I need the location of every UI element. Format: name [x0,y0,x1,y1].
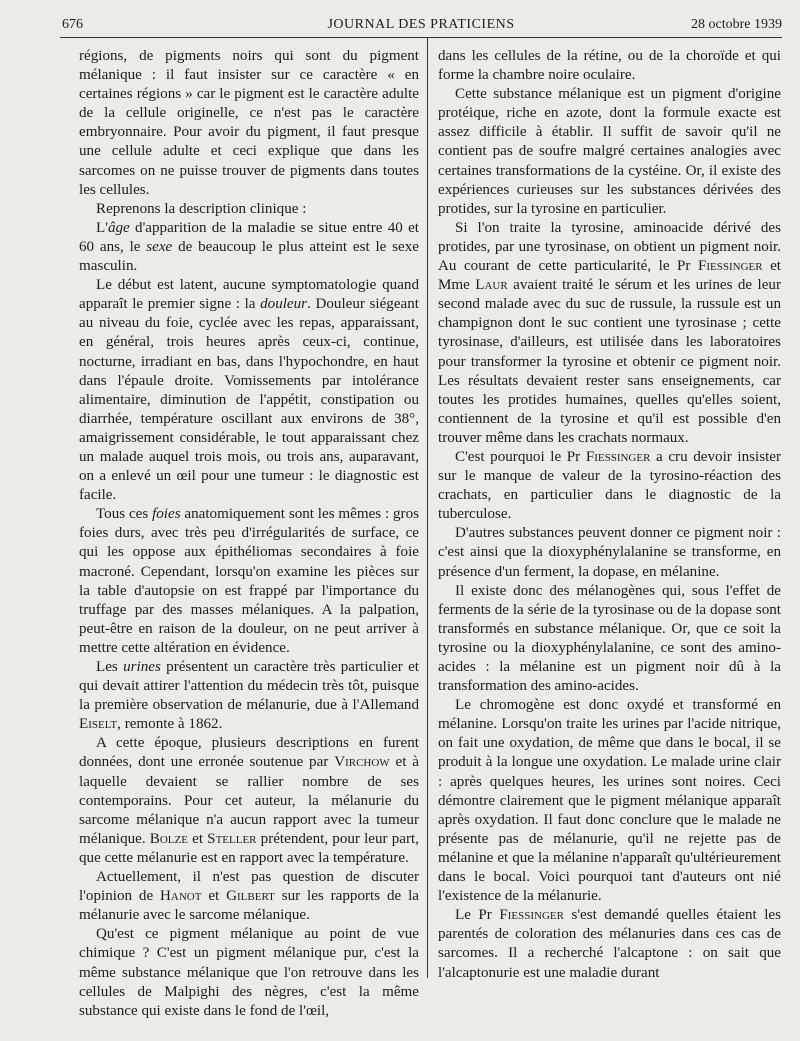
text-run: . Douleur siégeant au niveau du foie, cyclée avec les repas, apparaissant, en général, trois heures après ceux-ci, continue, nocturne, irradiant en bas, dans l'hypochondre, en haut dans l'épaule droite. Vomissements par intolérance alimentaire, diminution de l'appétit, constipation ou diarrhée, température oscillant aux environs de 38°, amaigrissement considérable, le tout apparaissant chez un malade auquel trois mois, ou trois ans, auparavant, on a enlevé un œil pour une tumeur : le diagnostic est facile. [79,296,419,504]
author-name: Eiselt [79,716,118,733]
author-name: Hanot [160,888,202,905]
text-run: prétendent, pour leur part, que cette mélanurie est en rapport avec la température. [79,830,419,866]
text-run: a cru devoir insister sur le manque de valeur de la tyrosino-réaction des crachats, en particulier dans le diagnostic de la tuberculose. [438,448,781,523]
text-run: Si l'on traite la tyrosine, aminoacide dérivé des protides, par une tyrosinase, on obtient un pigment noir. Au courant de cette particularité, le Pr [438,219,781,275]
text-run: Le Pr [455,907,500,924]
paragraph [79,219,419,276]
text-run: L' [96,219,108,236]
paragraph [438,219,781,448]
text-run: D'autres substances peuvent donner ce pigment noir : c'est ainsi que la dioxyphénylalanine se transforme, en présence d'un ferment, la dopase, en mélanine. [438,525,781,580]
emphasis: foies [152,506,181,523]
text-run: et [187,830,208,847]
text-run: et à laquelle devaient se rallier nombre de ses contemporains. Pour cet auteur, la mélanurie du sarcome mélanique n'a aucun rapport avec la tumeur mélanique. [79,754,420,847]
text-run: Reprenons la description clinique : [96,200,307,217]
left-column [79,47,419,1021]
text-run: de beaucoup le plus atteint est le sexe masculin. [79,238,419,275]
page-header [60,14,782,36]
paragraph [79,276,419,505]
text-run: présentent un caractère très particulier et qui devait attirer l'attention du médecin très tôt, puisque la première observation de mélanurie, due à l'Allemand [79,659,419,714]
paragraph [79,868,419,925]
paragraph [438,696,781,906]
author-name: Fiessinger [499,907,564,924]
paragraph [79,658,419,734]
text-run: Il existe donc des mélanogènes qui, sous l'effet de ferments de la série de la tyrosinase ou de la dopase sont transformés en substance mélanique. Or, que ce soit la tyrosine ou la dioxyphénylalanine, ce sont des amino-acides : la mélanine est un pigment noir dû à la transformation des amino-acides. [438,582,781,695]
author-name: Bolze [149,830,188,847]
paragraph [438,448,781,524]
text-run: d'apparition de la maladie se situe entre 40 et 60 ans, le [79,219,419,255]
text-run: avaient traité le sérum et les urines de leur second malade avec du suc de russule, la russule est un champignon dont le suc contient une tyrosinase ; cette tyrosinase, d'ailleurs, est utilisée dans les laboratoires pour transformer la tyrosine et obtenir ce pigment noir. Les résultats devaient rester sans enseignements, car toutes les protides humaines, quelles qu'elles soient, contiennent de la tyrosine et qu'il est possible d'en trouver même dans les crachats normaux. [438,277,781,446]
author-name: Laur [475,277,508,294]
emphasis: âge [107,219,130,236]
text-run: Le chromogène est donc oxydé et transformé en mélanine. Lorsqu'on traite les urines par l'acide nitrique, on fait une oxydation, de même que dans le bocal, il se produit à la longue une oxydation. Le malade urine clair : après quelques heures, les urines sont noires. Ceci démontre clairement que le pigment mélanique apparaît après oxydation. Il faut donc conclure que le malade ne présente pas de mélanurie, qu'il ne rejette pas de mélanine et que la mélanine n'apparaît qu'ultérieurement dans le bocal. Voici pourquoi tant d'auteurs ont nié l'existence de la mélanurie. [438,697,781,905]
emphasis: sexe [146,238,173,255]
paragraph [438,582,781,697]
paragraph [438,906,781,982]
paragraph [79,47,419,200]
text-run: s'est demandé quelles étaient les parentés de coloration des mélanuries dans ces cas de sarcomes. Il a recherché l'alcaptone : on sait que l'alcaptonurie est une maladie durant [438,907,781,981]
column-divider [427,38,428,978]
text-run: sur les rapports de la mélanurie avec le sarcome mélanique. [79,888,419,924]
paragraph [79,505,419,658]
page-number: 676 [62,17,83,32]
text-run: dans les cellules de la rétine, ou de la choroïde et qui forme la chambre noire oculaire. [438,48,781,84]
issue-date: 28 octobre 1939 [691,17,782,32]
text-run: Actuellement, il n'est pas question de discuter l'opinion de [79,869,419,905]
paragraph [438,524,781,581]
text-run: A cette époque, plusieurs descriptions en furent données, dont une erronée soutenue par [79,735,419,771]
author-name: Virchow [334,754,390,771]
text-run: C'est pourquoi le Pr [455,448,586,465]
paragraph [79,734,419,868]
text-run: Les [96,659,124,675]
header-rule [60,37,782,38]
paragraph [438,85,781,219]
paragraph [79,925,419,1020]
text-run: régions, de pigments noirs qui sont du pigment mélanique : il faut insister sur ce caractère « en certaines régions » car le pigment est le caractère adulte de la cellule originelle, ce n'est pas le caractère embryonnaire. Pour avoir du pigment, il faut presque une cellule adulte et ceci explique que dans les sarcomes on ne puisse trouver de pigments dans toutes les cellules. [79,48,419,198]
emphasis: urines [123,659,161,675]
paragraph [79,200,419,219]
text-run: Tous ces [96,506,153,523]
text-run: anatomiquement sont les mêmes : gros foies durs, avec très peu d'irrégularités de surface, ce qui les oppose aux épithéliomas secondaires à foie macroné. Cependant, lorsqu'on examine les pièces sur la table d'autopsie on est frappé par l'importance du truffage par des masses mélaniques. A la palpation, peut-être en raison de la douleur, on ne peut arriver à mettre cette altération en évidence. [79,506,419,656]
paragraph [438,47,781,85]
author-name: Fiessinger [697,258,763,275]
text-run: Le début est latent, aucune symptomatologie quand apparaît le premier signe : la [79,277,419,313]
text-run: , remonte à 1862. [117,716,223,733]
author-name: Gilbert [226,888,275,905]
right-column [438,47,781,983]
author-name: Steller [207,830,257,847]
emphasis: douleur [260,296,308,313]
author-name: Fiessinger [585,448,651,465]
text-run: Qu'est ce pigment mélanique au point de vue chimique ? C'est un pigment mélanique pur, c'est la même substance mélanique que l'on retrouve dans les cellules de Malpighi des nègres, c'est la même substance qui existe dans le fond de l'œil, [79,926,419,1019]
text-run: et [201,888,227,905]
text-run: Cette substance mélanique est un pigment d'origine protéique, riche en azote, dont la formule exacte est assez difficile à établir. Il suffit de savoir qu'il ne contient pas de soufre malgré certaines analogies avec certaines transformations de la cystéine. Or, il existe des expériences curieuses sur les substances dérivées des protides, sur la tyrosine en particulier. [438,86,781,217]
text-run: et Mme [438,258,781,294]
journal-title: JOURNAL DES PRATICIENS [327,17,515,32]
